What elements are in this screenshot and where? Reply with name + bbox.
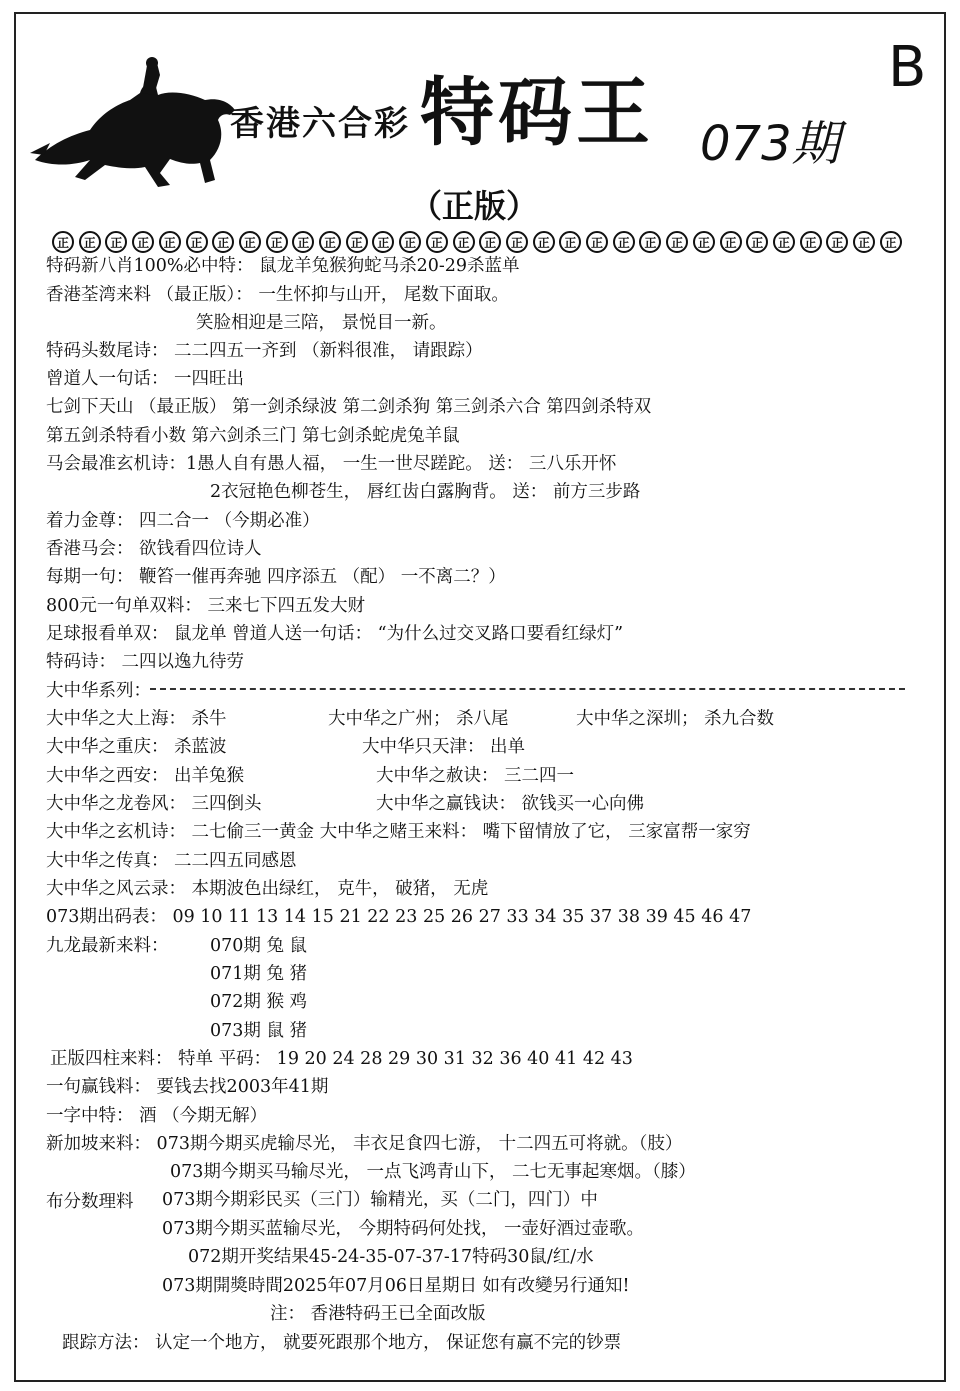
seal-icon: 正 [800, 231, 822, 253]
content-line: 073期今期彩民买（三门）输精光，买（二门，四门）中 [162, 1190, 598, 1210]
content-line: 七剑下天山 （最正版） 第一剑杀绿波 第二剑杀狗 第三剑杀六合 第四剑杀特双 [46, 397, 652, 417]
seal-icon: 正 [506, 231, 528, 253]
seal-icon: 正 [746, 231, 768, 253]
content-line: 800元一句单双料： 三来七下四五发大财 [46, 596, 365, 616]
seal-icon: 正 [319, 231, 341, 253]
page-title: 特码王 [420, 70, 654, 156]
seal-icon: 正 [186, 231, 208, 253]
seal-icon: 正 [693, 231, 715, 253]
content-line: 新加坡来料： 073期今期买虎输尽光， 丰衣足食四七游， 十二四五可将就。（肢） [46, 1134, 683, 1154]
content-line: 大中华只天津： 出单 [362, 737, 526, 757]
seal-icon: 正 [639, 231, 661, 253]
content-line: 072期开奖结果45-24-35-07-37-17特码30鼠/红/水 [188, 1247, 594, 1267]
content-line: 073期出码表： 09 10 11 13 14 15 21 22 23 25 26 27 33 34 35 37 38 39 45 46 47 [46, 907, 752, 927]
content-line: 大中华之重庆： 杀蓝波 [46, 737, 227, 757]
content-line: 一字中特： 酒 （今期无解） [46, 1106, 268, 1126]
content-line: 香港荃湾来料 （最正版）： 一生怀抑与山开， 尾数下面取。 [46, 285, 509, 305]
content-line: 第五剑杀特看小数 第六剑杀三门 第七剑杀蛇虎兔羊鼠 [46, 426, 460, 446]
content-line: 大中华之风云录： 本期波色出绿红， 克牛， 破猪， 无虎 [46, 879, 489, 899]
seal-icon: 正 [853, 231, 875, 253]
seal-icon: 正 [372, 231, 394, 253]
seal-icon: 正 [586, 231, 608, 253]
content-line: 布分数理料 [46, 1192, 134, 1212]
content-line: 大中华之传真： 二二四五同感恩 [46, 851, 297, 871]
content-line: 070期 兔 鼠 [210, 936, 308, 956]
horse-rider-logo [30, 55, 245, 190]
seal-icon: 正 [132, 231, 154, 253]
content-line: 曾道人一句话： 一四旺出 [46, 369, 245, 389]
content-line: 九龙最新来料： [46, 936, 169, 956]
content-line: 大中华之深圳； 杀九合数 [576, 709, 775, 729]
content-line: 注： 香港特码王已全面改版 [270, 1304, 486, 1324]
seal-icon: 正 [266, 231, 288, 253]
content-line: 笑脸相迎是三陪， 景悦目一新。 [196, 313, 447, 333]
seal-icon: 正 [666, 231, 688, 253]
content-line: 大中华之广州； 杀八尾 [328, 709, 509, 729]
content-line: 大中华之大上海： 杀牛 [46, 709, 227, 729]
content-line: 071期 兔 猪 [210, 964, 308, 984]
seal-icon: 正 [212, 231, 234, 253]
content-line: 正版四柱来料： 特单 平码： 19 20 24 28 29 30 31 32 36 40 41 42 43 [50, 1049, 633, 1069]
seal-icon: 正 [559, 231, 581, 253]
seal-icon: 正 [346, 231, 368, 253]
seal-icon: 正 [453, 231, 475, 253]
edition-label: （正版） [410, 187, 539, 225]
content-line: 特码新八肖100%必中特： 鼠龙羊兔猴狗蛇马杀20-29杀蓝单 [46, 256, 520, 276]
content-line: 足球报看单双： 鼠龙单 曾道人送一句话： “为什么过交叉路口要看红绿灯” [46, 624, 624, 644]
content-line: 大中华之西安： 出羊兔猴 [46, 766, 245, 786]
seal-row [52, 231, 902, 255]
content-line: 073期開獎時間2025年07月06日星期日 如有改變另行通知! [162, 1276, 630, 1296]
section-divider [150, 688, 905, 690]
content-line: 马会最准玄机诗：1愚人自有愚人福， 一生一世尽蹉跎。 送： 三八乐开怀 [46, 454, 617, 474]
corner-label: B [888, 35, 927, 100]
seal-icon: 正 [479, 231, 501, 253]
seal-icon: 正 [426, 231, 448, 253]
content-line: 香港马会： 欲钱看四位诗人 [46, 539, 262, 559]
seal-icon: 正 [239, 231, 261, 253]
seal-icon: 正 [399, 231, 421, 253]
content-line: 2衣冠艳色柳苍生， 唇红齿白露胸背。 送： 前方三步路 [210, 482, 641, 502]
seal-icon: 正 [773, 231, 795, 253]
seal-icon: 正 [159, 231, 181, 253]
content-line: 073期今期买马输尽光， 一点飞鸿青山下， 二七无事起寒烟。（膝） [170, 1162, 696, 1182]
content-line: 073期 鼠 猪 [210, 1021, 308, 1041]
content-line: 大中华之赦诀： 三二四一 [376, 766, 575, 786]
seal-icon: 正 [292, 231, 314, 253]
content-line: 大中华之玄机诗： 二七偷三一黄金 大中华之赌王来料： 嘴下留情放了它， 三家富帮一家穷 [46, 822, 751, 842]
content-line: 073期今期买蓝输尽光， 今期特码何处找， 一壶好酒过壶歌。 [162, 1219, 645, 1239]
issue-number: 073期 [700, 116, 840, 172]
content-line: 072期 猴 鸡 [210, 992, 308, 1012]
content-line: 特码头数尾诗： 二二四五一齐到 （新料很准， 请跟踪） [46, 341, 483, 361]
content-line: 大中华之赢钱诀： 欲钱买一心向佛 [376, 794, 645, 814]
seal-icon: 正 [880, 231, 902, 253]
seal-icon: 正 [533, 231, 555, 253]
content-line: 着力金尊： 四二合一 （今期必准） [46, 511, 320, 531]
seal-icon: 正 [826, 231, 848, 253]
content-line: 大中华系列： [46, 681, 151, 701]
seal-icon: 正 [720, 231, 742, 253]
subtitle: 香港六合彩 [230, 104, 410, 144]
seal-icon: 正 [79, 231, 101, 253]
content-line: 每期一句： 鞭笞一催再奔驰 四序添五 （配） 一不离二？） [46, 567, 506, 587]
content-line: 特码诗： 二四以逸九待劳 [46, 652, 245, 672]
seal-icon: 正 [613, 231, 635, 253]
content-line: 一句赢钱料： 要钱去找2003年41期 [46, 1077, 329, 1097]
seal-icon: 正 [105, 231, 127, 253]
content-line: 大中华之龙卷风： 三四倒头 [46, 794, 262, 814]
seal-icon: 正 [52, 231, 74, 253]
content-line: 跟踪方法： 认定一个地方， 就要死跟那个地方， 保证您有赢不完的钞票 [62, 1333, 622, 1353]
